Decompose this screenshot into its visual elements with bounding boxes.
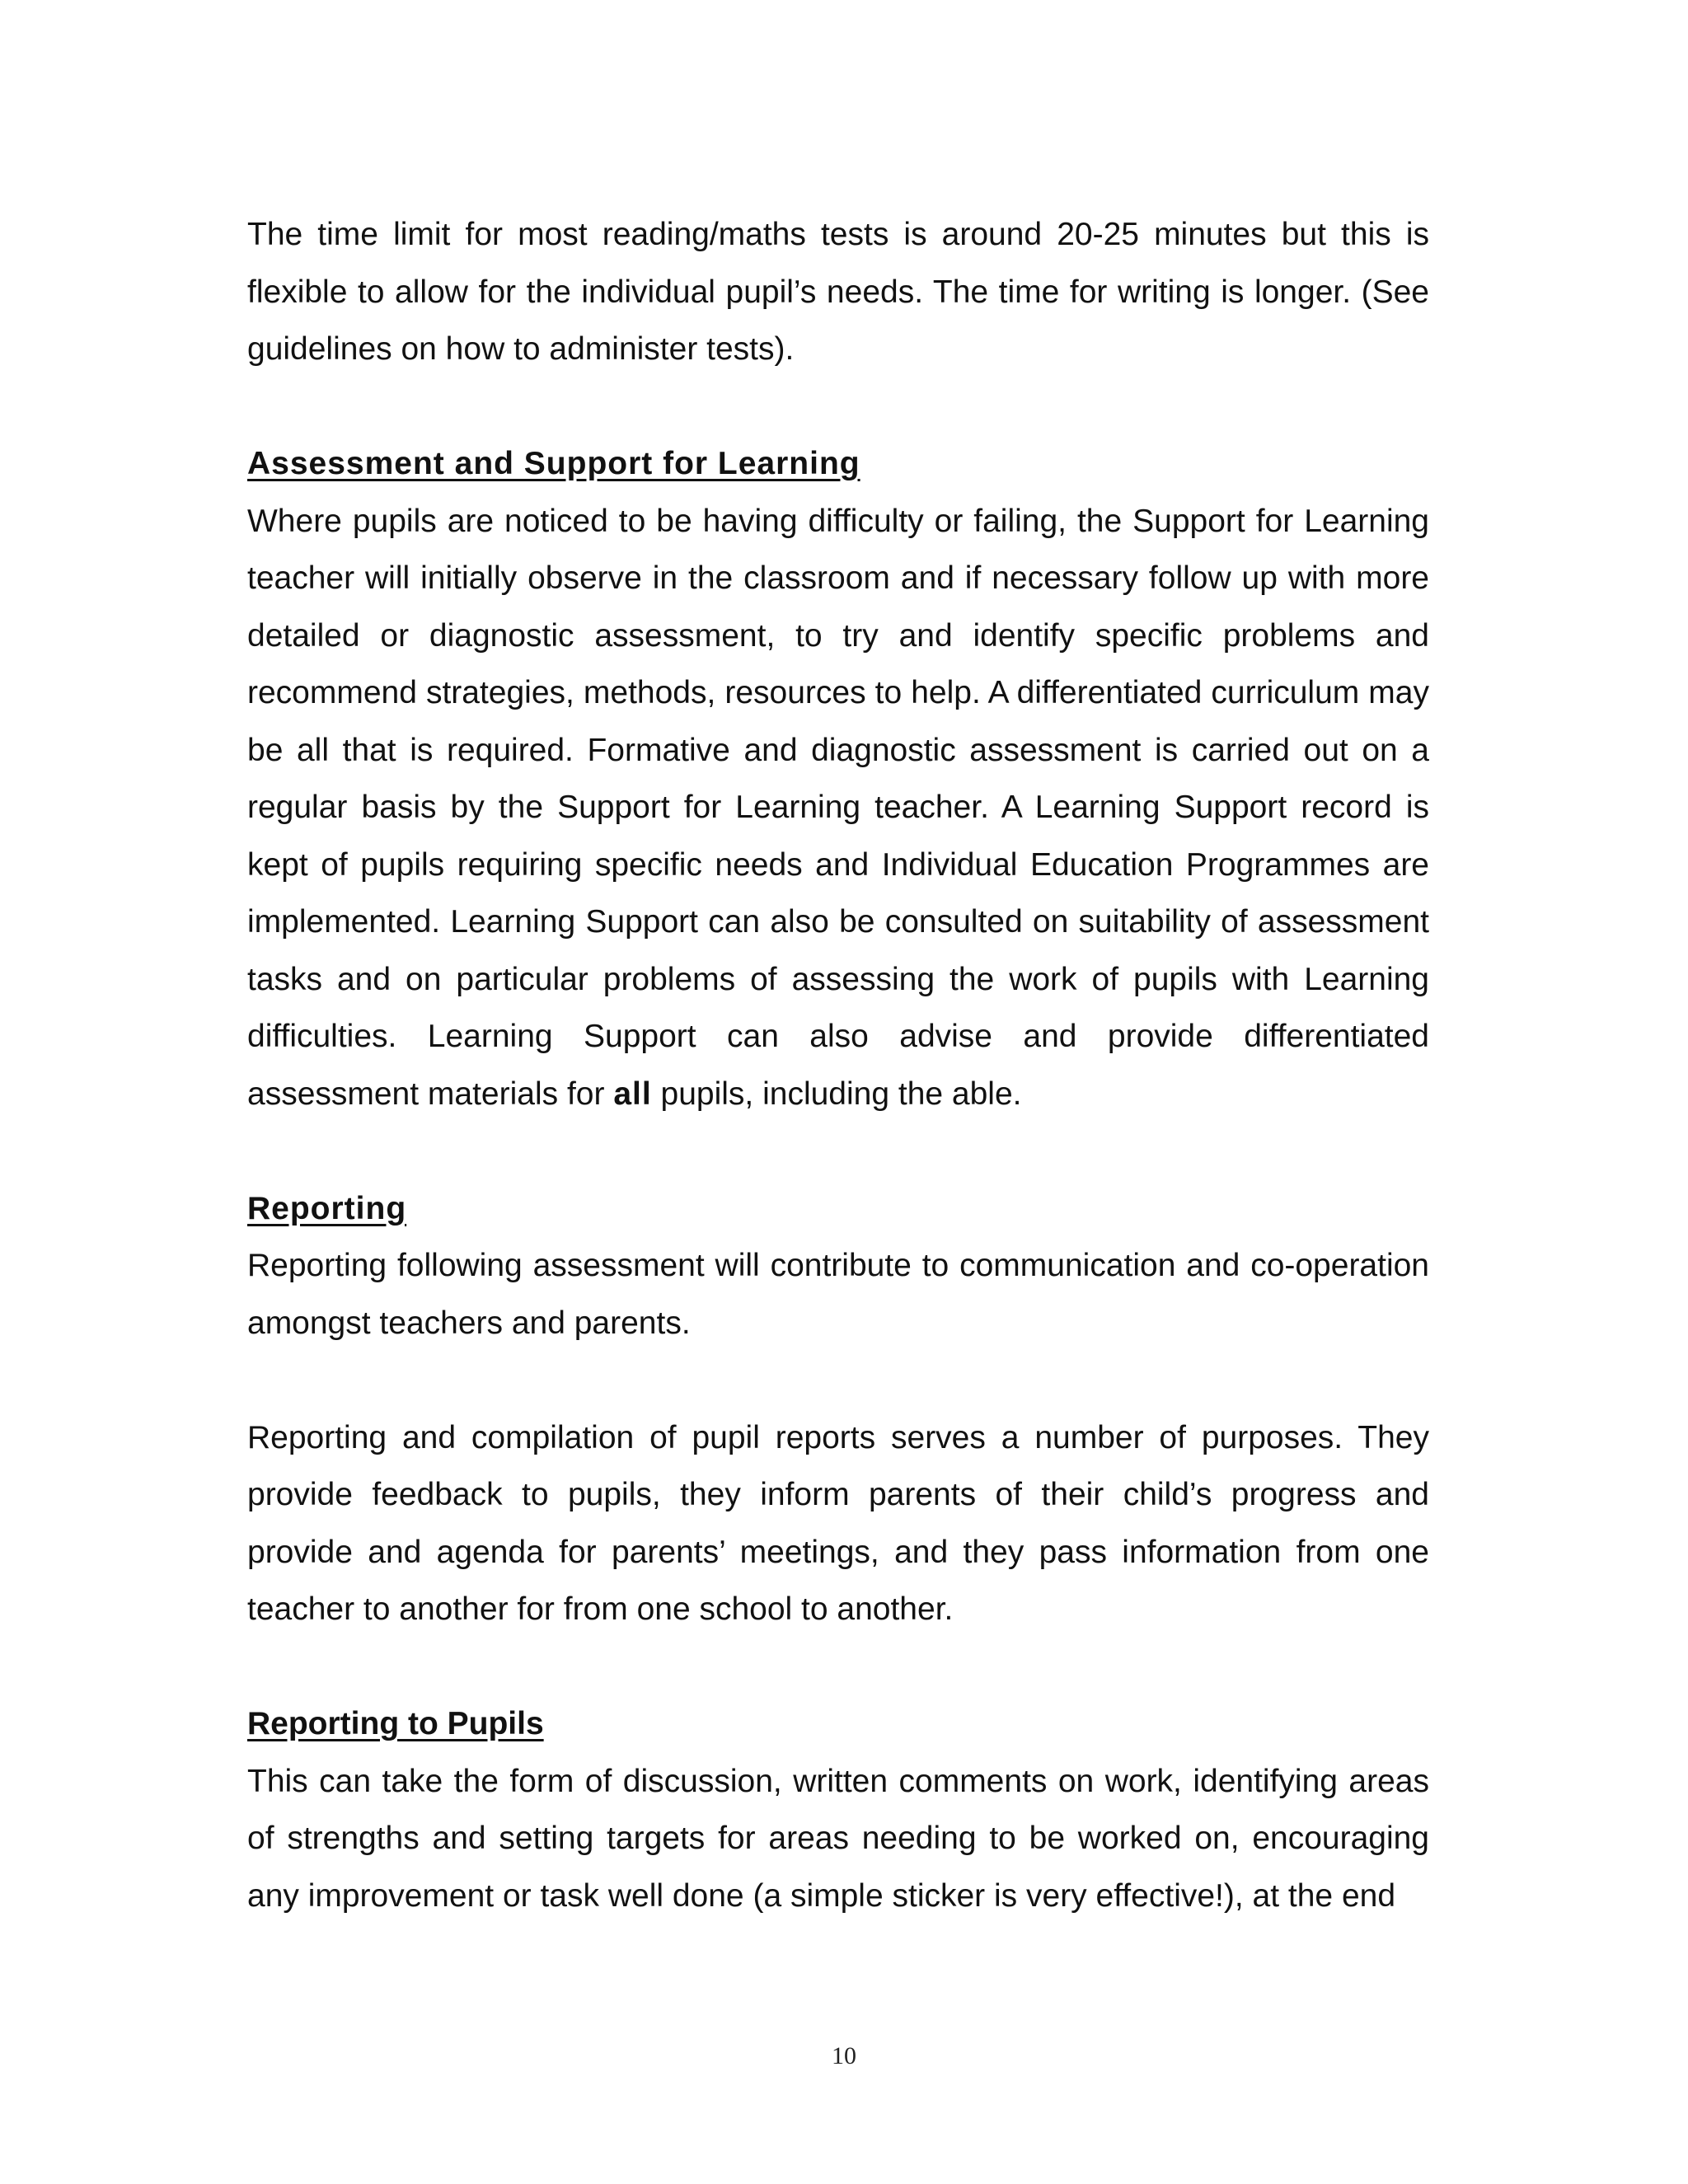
reporting-to-pupils-heading: Reporting to Pupils xyxy=(247,1706,544,1741)
intro-paragraph: The time limit for most reading/maths tests is around 20-25 minutes but this is flexible to allow for the individual pupil’s needs. The time for writing is longer. (See guidelines on how to administer tests). xyxy=(247,217,1429,367)
reporting-paragraph-2: Reporting and compilation of pupil reports serves a number of purposes. They provide feedback to pupils, they inform parents of their child’s progress and provide and agenda for parents’ meetings, and they pass information from one teacher to another for from one school to another. xyxy=(247,1419,1429,1627)
reporting-heading: Reporting xyxy=(247,1190,407,1226)
assessment-heading: Assessment and Support for Learning xyxy=(247,446,860,481)
assessment-text-before: Where pupils are noticed to be having difficulty or failing, the Support for Learning teacher will initially observe in the classroom and if necessary follow up with more detailed or diagnostic assessment, to try and identify specific problems and recommend strategies, methods, resources to help. A differentiated curriculum may be all that is required. Formative and diagnostic assessment is carried out on a regular basis by the Support for Learning teacher. A Learning Support record is kept of pupils requiring specific needs and Individual Education Programmes are implemented. Learning Support can also be consulted on suitability of assessment tasks and on particular problems of assessing the work of pupils with Learning difficulties. Learning Support can also advise and provide differentiated assessment materials for xyxy=(247,503,1429,1112)
document-body xyxy=(247,206,1429,1924)
page-number: 10 xyxy=(832,2042,856,2069)
reporting-to-pupils-paragraph: This can take the form of discussion, written comments on work, identifying areas of strengths and setting targets for areas needing to be worked on, encouraging any improvement or task well done (a simple sticker is very effective!), at the end xyxy=(247,1763,1429,1914)
assessment-text-after: pupils, including the able. xyxy=(651,1076,1022,1112)
reporting-paragraph-1: Reporting following assessment will contribute to communication and co-operation amongst teachers and parents. xyxy=(247,1248,1429,1341)
assessment-bold-word: all xyxy=(613,1076,652,1112)
assessment-paragraph xyxy=(247,493,1429,1123)
